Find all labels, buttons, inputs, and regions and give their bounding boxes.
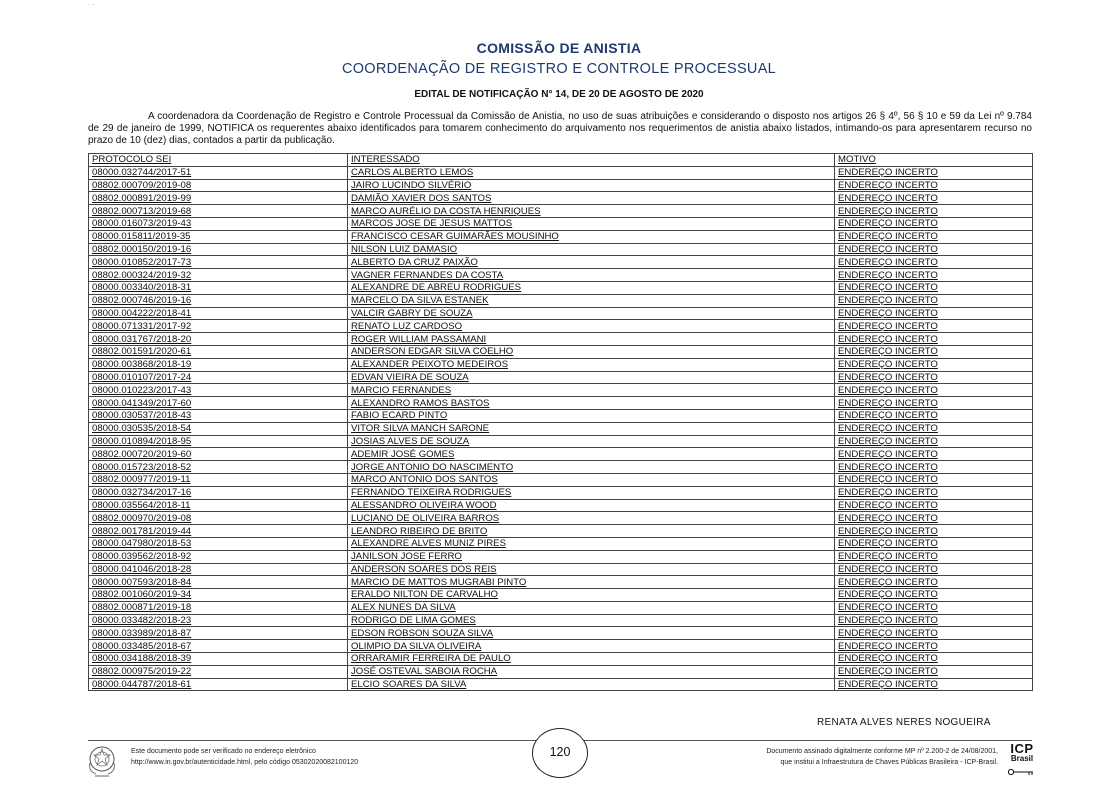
protocolo-cell: 08000.032734/2017-16 (89, 486, 348, 499)
interessado-cell: DAMIÃO XAVIER DOS SANTOS (348, 192, 835, 205)
motivo-cell: ENDEREÇO INCERTO (835, 653, 1033, 666)
protocolo-cell: 08000.003868/2018-19 (89, 358, 348, 371)
table-row (89, 678, 1033, 691)
interessado-cell: FERNANDO TEIXEIRA RODRIGUES (348, 486, 835, 499)
protocolo-cell: 08802.000975/2019-22 (89, 665, 348, 678)
table-row (89, 217, 1033, 230)
motivo-cell: ENDEREÇO INCERTO (835, 345, 1033, 358)
protocolo-cell: 08000.004222/2018-41 (89, 307, 348, 320)
motivo-cell: ENDEREÇO INCERTO (835, 461, 1033, 474)
interessado-cell: FABIO ECARD PINTO (348, 409, 835, 422)
icp-brasil-logo-icon: ICP Brasil (1005, 743, 1039, 779)
motivo-cell: ENDEREÇO INCERTO (835, 537, 1033, 550)
motivo-cell: ENDEREÇO INCERTO (835, 243, 1033, 256)
interessado-cell: LUCIANO DE OLIVEIRA BARROS (348, 512, 835, 525)
interessado-cell: JOSIAS ALVES DE SOUZA (348, 435, 835, 448)
icp-key-icon (1005, 768, 1039, 776)
edital-title: EDITAL DE NOTIFICAÇÃO N° 14, DE 20 DE AGOSTO DE 2020 (414, 89, 704, 100)
table-row (89, 166, 1033, 179)
interessado-cell: NILSON LUIZ DAMASIO (348, 243, 835, 256)
motivo-cell: ENDEREÇO INCERTO (835, 499, 1033, 512)
interessado-cell: MARCO AURÉLIO DA COSTA HENRIQUES (348, 205, 835, 218)
protocolo-cell: 08000.041349/2017-60 (89, 397, 348, 410)
corner-mark: - - (88, 2, 95, 9)
protocolo-cell: 08802.001781/2019-44 (89, 525, 348, 538)
interessado-cell: VITOR SILVA MANCH SARONE (348, 422, 835, 435)
table-row (89, 461, 1033, 474)
interessado-cell: ALEXANDRO RAMOS BASTOS (348, 397, 835, 410)
table-row (89, 576, 1033, 589)
table-row (89, 550, 1033, 563)
interessado-cell: ALEXANDER PEIXOTO MEDEIROS (348, 358, 835, 371)
motivo-cell: ENDEREÇO INCERTO (835, 166, 1033, 179)
interessado-cell: VAGNER FERNANDES DA COSTA (348, 269, 835, 282)
footer-right-line2: que institui a Infraestrutura de Chaves Públicas Brasileira - ICP-Brasil. (780, 759, 998, 766)
interessado-cell: EDSON ROBSON SOUZA SILVA (348, 627, 835, 640)
page-number: 120 (532, 728, 588, 778)
protocolo-cell: 08000.016073/2019-43 (89, 217, 348, 230)
protocolo-cell: 08802.001060/2019-34 (89, 589, 348, 602)
protocolo-cell: 08000.032744/2017-51 (89, 166, 348, 179)
protocolo-cell: 08000.033485/2018-67 (89, 640, 348, 653)
header-motivo: MOTIVO (835, 154, 1033, 167)
motivo-cell: ENDEREÇO INCERTO (835, 525, 1033, 538)
motivo-cell: ENDEREÇO INCERTO (835, 307, 1033, 320)
signature-name: RENATA ALVES NERES NOGUEIRA (817, 717, 991, 728)
interessado-cell: CARLOS ALBERTO LEMOS (348, 166, 835, 179)
table-row (89, 537, 1033, 550)
table-row (89, 627, 1033, 640)
table-row (89, 563, 1033, 576)
table-row (89, 230, 1033, 243)
header-interessado: INTERESSADO (348, 154, 835, 167)
republic-seal-icon (84, 743, 120, 779)
interessado-cell: ALEX NUNES DA SILVA (348, 601, 835, 614)
protocolo-cell: 08000.010894/2018-95 (89, 435, 348, 448)
protocolo-cell: 08802.000713/2019-68 (89, 205, 348, 218)
protocolo-cell: 08000.007593/2018-84 (89, 576, 348, 589)
interessado-cell: ELCIO SOARES DA SILVA (348, 678, 835, 691)
footer-left-line1: Este documento pode ser verificado no endereço eletrônico (131, 748, 316, 755)
table-row (89, 665, 1033, 678)
protocolo-cell: 08802.000977/2019-11 (89, 473, 348, 486)
interessado-cell: JAIRO LUCINDO SILVÉRIO (348, 179, 835, 192)
motivo-cell: ENDEREÇO INCERTO (835, 640, 1033, 653)
protocolo-cell: 08000.071331/2017-92 (89, 320, 348, 333)
table-row (89, 473, 1033, 486)
table-row (89, 192, 1033, 205)
intro-paragraph: A coordenadora da Coordenação de Registro e Controle Processual da Comissão de Anistia, no uso de suas atribuições e considerando o disposto nos artigos 26 § 4º, 56 § 10 e 59 da Lei nº 9.784 de 29 de janeiro de 1999, NOTIFICA os requerentes abaixo identificados para tomarem conhecimento do arquivamento nos requerimentos de anistia abaixo listados, intimando-os para apresentarem recurso no prazo de 10 (dez) dias, contados a partir da publicação. (88, 111, 1032, 146)
table-row (89, 205, 1033, 218)
interessado-cell: EDVAN VIEIRA DE SOUZA (348, 371, 835, 384)
interessado-cell: ANDERSON EDGAR SILVA COELHO (348, 345, 835, 358)
motivo-cell: ENDEREÇO INCERTO (835, 358, 1033, 371)
interessado-cell: ERALDO NILTON DE CARVALHO (348, 589, 835, 602)
motivo-cell: ENDEREÇO INCERTO (835, 384, 1033, 397)
motivo-cell: ENDEREÇO INCERTO (835, 589, 1033, 602)
interessado-cell: ALEXANDRE DE ABREU RODRIGUES (348, 281, 835, 294)
protocolo-cell: 08000.010852/2017-73 (89, 256, 348, 269)
table-row (89, 294, 1033, 307)
protocolo-cell: 08000.015723/2018-52 (89, 461, 348, 474)
table-row (89, 333, 1033, 346)
table-body (89, 166, 1033, 691)
protocolo-cell: 08000.034188/2018-39 (89, 653, 348, 666)
interessado-cell: RODRIGO DE LIMA GOMES (348, 614, 835, 627)
motivo-cell: ENDEREÇO INCERTO (835, 269, 1033, 282)
motivo-cell: ENDEREÇO INCERTO (835, 627, 1033, 640)
table-row (89, 640, 1033, 653)
interessado-cell: ADEMIR JOSÉ GOMES (348, 448, 835, 461)
table-row (89, 409, 1033, 422)
motivo-cell: ENDEREÇO INCERTO (835, 371, 1033, 384)
table-row (89, 435, 1033, 448)
table-row (89, 281, 1033, 294)
footer-verification (131, 746, 358, 768)
interessado-cell: ROGER WILLIAM PASSAMANI (348, 333, 835, 346)
interessado-cell: ORRARAMIR FERREIRA DE PAULO (348, 653, 835, 666)
interessado-cell: JORGE ANTONIO DO NASCIMENTO (348, 461, 835, 474)
table-row (89, 499, 1033, 512)
table-row (89, 601, 1033, 614)
interessado-cell: OLIMPIO DA SILVA OLIVEIRA (348, 640, 835, 653)
motivo-cell: ENDEREÇO INCERTO (835, 397, 1033, 410)
motivo-cell: ENDEREÇO INCERTO (835, 230, 1033, 243)
protocolo-cell: 08802.000746/2019-16 (89, 294, 348, 307)
motivo-cell: ENDEREÇO INCERTO (835, 473, 1033, 486)
motivo-cell: ENDEREÇO INCERTO (835, 550, 1033, 563)
table-row (89, 269, 1033, 282)
interessado-cell: LEANDRO RIBEIRO DE BRITO (348, 525, 835, 538)
protocolo-cell: 08000.033989/2018-87 (89, 627, 348, 640)
protocolo-cell: 08802.000150/2019-16 (89, 243, 348, 256)
motivo-cell: ENDEREÇO INCERTO (835, 678, 1033, 691)
header-protocolo: PROTOCOLO SEI (89, 154, 348, 167)
table-header-row (89, 154, 1033, 167)
motivo-cell: ENDEREÇO INCERTO (835, 217, 1033, 230)
protocolo-cell: 08000.047980/2018-53 (89, 537, 348, 550)
motivo-cell: ENDEREÇO INCERTO (835, 601, 1033, 614)
protocolo-cell: 08802.000324/2019-32 (89, 269, 348, 282)
interessado-cell: ALEXANDRE ALVES MUNIZ PIRES (348, 537, 835, 550)
motivo-cell: ENDEREÇO INCERTO (835, 409, 1033, 422)
table-row (89, 358, 1033, 371)
motivo-cell: ENDEREÇO INCERTO (835, 576, 1033, 589)
interessado-cell: MARCIO DE MATTOS MUGRABI PINTO (348, 576, 835, 589)
motivo-cell: ENDEREÇO INCERTO (835, 422, 1033, 435)
footer-signature-note (690, 746, 998, 768)
interessado-cell: MARCIO FERNANDES (348, 384, 835, 397)
protocolo-cell: 08000.044787/2018-61 (89, 678, 348, 691)
motivo-cell: ENDEREÇO INCERTO (835, 435, 1033, 448)
motivo-cell: ENDEREÇO INCERTO (835, 614, 1033, 627)
protocolo-cell: 08802.001591/2020-61 (89, 345, 348, 358)
protocolo-cell: 08802.000720/2019-60 (89, 448, 348, 461)
interessado-cell: MARCOS JOSE DE JESUS MATTOS (348, 217, 835, 230)
protocolo-cell: 08000.033482/2018-23 (89, 614, 348, 627)
motivo-cell: ENDEREÇO INCERTO (835, 333, 1033, 346)
table-row (89, 256, 1033, 269)
table-row (89, 371, 1033, 384)
interessado-cell: MARCELO DA SILVA ESTANEK (348, 294, 835, 307)
table-row (89, 397, 1033, 410)
protocolo-cell: 08000.003340/2018-31 (89, 281, 348, 294)
motivo-cell: ENDEREÇO INCERTO (835, 179, 1033, 192)
protocolo-cell: 08000.041046/2018-28 (89, 563, 348, 576)
motivo-cell: ENDEREÇO INCERTO (835, 486, 1033, 499)
protocolo-cell: 08802.000891/2019-99 (89, 192, 348, 205)
interessado-cell: ALBERTO DA CRUZ PAIXÃO (348, 256, 835, 269)
page-title: COMISSÃO DE ANISTIA (476, 40, 642, 56)
protocolo-cell: 08000.039562/2018-92 (89, 550, 348, 563)
motivo-cell: ENDEREÇO INCERTO (835, 665, 1033, 678)
protocolo-cell: 08802.000871/2019-18 (89, 601, 348, 614)
interessado-cell: RENATO LUZ CARDOSO (348, 320, 835, 333)
table-row (89, 422, 1033, 435)
table-row (89, 320, 1033, 333)
protocolo-cell: 08802.000709/2019-08 (89, 179, 348, 192)
interessado-cell: ALESSANDRO OLIVEIRA WOOD (348, 499, 835, 512)
motivo-cell: ENDEREÇO INCERTO (835, 563, 1033, 576)
table-row (89, 307, 1033, 320)
protocolo-cell: 08000.030535/2018-54 (89, 422, 348, 435)
interessado-cell: VALCIR GABRY DE SOUZA (348, 307, 835, 320)
interessado-cell: FRANCISCO CESAR GUIMARÃES MOUSINHO (348, 230, 835, 243)
interessado-cell: JOSÉ OSTEVAL SABOIA ROCHA (348, 665, 835, 678)
table-row (89, 589, 1033, 602)
interessado-cell: MARCO ANTONIO DOS SANTOS (348, 473, 835, 486)
table-row (89, 512, 1033, 525)
motivo-cell: ENDEREÇO INCERTO (835, 281, 1033, 294)
table-row (89, 448, 1033, 461)
footer-right-line1: Documento assinado digitalmente conforme MP nº 2.200-2 de 24/08/2001, (766, 748, 998, 755)
motivo-cell: ENDEREÇO INCERTO (835, 294, 1033, 307)
table-row (89, 486, 1033, 499)
motivo-cell: ENDEREÇO INCERTO (835, 256, 1033, 269)
table-row (89, 179, 1033, 192)
footer-left-line2: http://www.in.gov.br/autenticidade.html, pelo código 05302020082100120 (131, 759, 359, 766)
motivo-cell: ENDEREÇO INCERTO (835, 448, 1033, 461)
protocolo-cell: 08000.010107/2017-24 (89, 371, 348, 384)
protocolo-cell: 08802.000970/2019-08 (89, 512, 348, 525)
page-subtitle: COORDENAÇÃO DE REGISTRO E CONTROLE PROCESSUAL (341, 61, 777, 77)
interessado-cell: JANILSON JOSE FERRO (348, 550, 835, 563)
table-row (89, 525, 1033, 538)
interessado-cell: ANDERSON SOARES DOS REIS (348, 563, 835, 576)
notification-table (88, 153, 1033, 691)
protocolo-cell: 08000.035564/2018-11 (89, 499, 348, 512)
table-row (89, 614, 1033, 627)
motivo-cell: ENDEREÇO INCERTO (835, 512, 1033, 525)
table-row (89, 345, 1033, 358)
table-row (89, 653, 1033, 666)
motivo-cell: ENDEREÇO INCERTO (835, 320, 1033, 333)
protocolo-cell: 08000.031767/2018-20 (89, 333, 348, 346)
protocolo-cell: 08000.015811/2019-35 (89, 230, 348, 243)
motivo-cell: ENDEREÇO INCERTO (835, 192, 1033, 205)
table-row (89, 243, 1033, 256)
protocolo-cell: 08000.010223/2017-43 (89, 384, 348, 397)
motivo-cell: ENDEREÇO INCERTO (835, 205, 1033, 218)
protocolo-cell: 08000.030537/2018-43 (89, 409, 348, 422)
table-row (89, 384, 1033, 397)
